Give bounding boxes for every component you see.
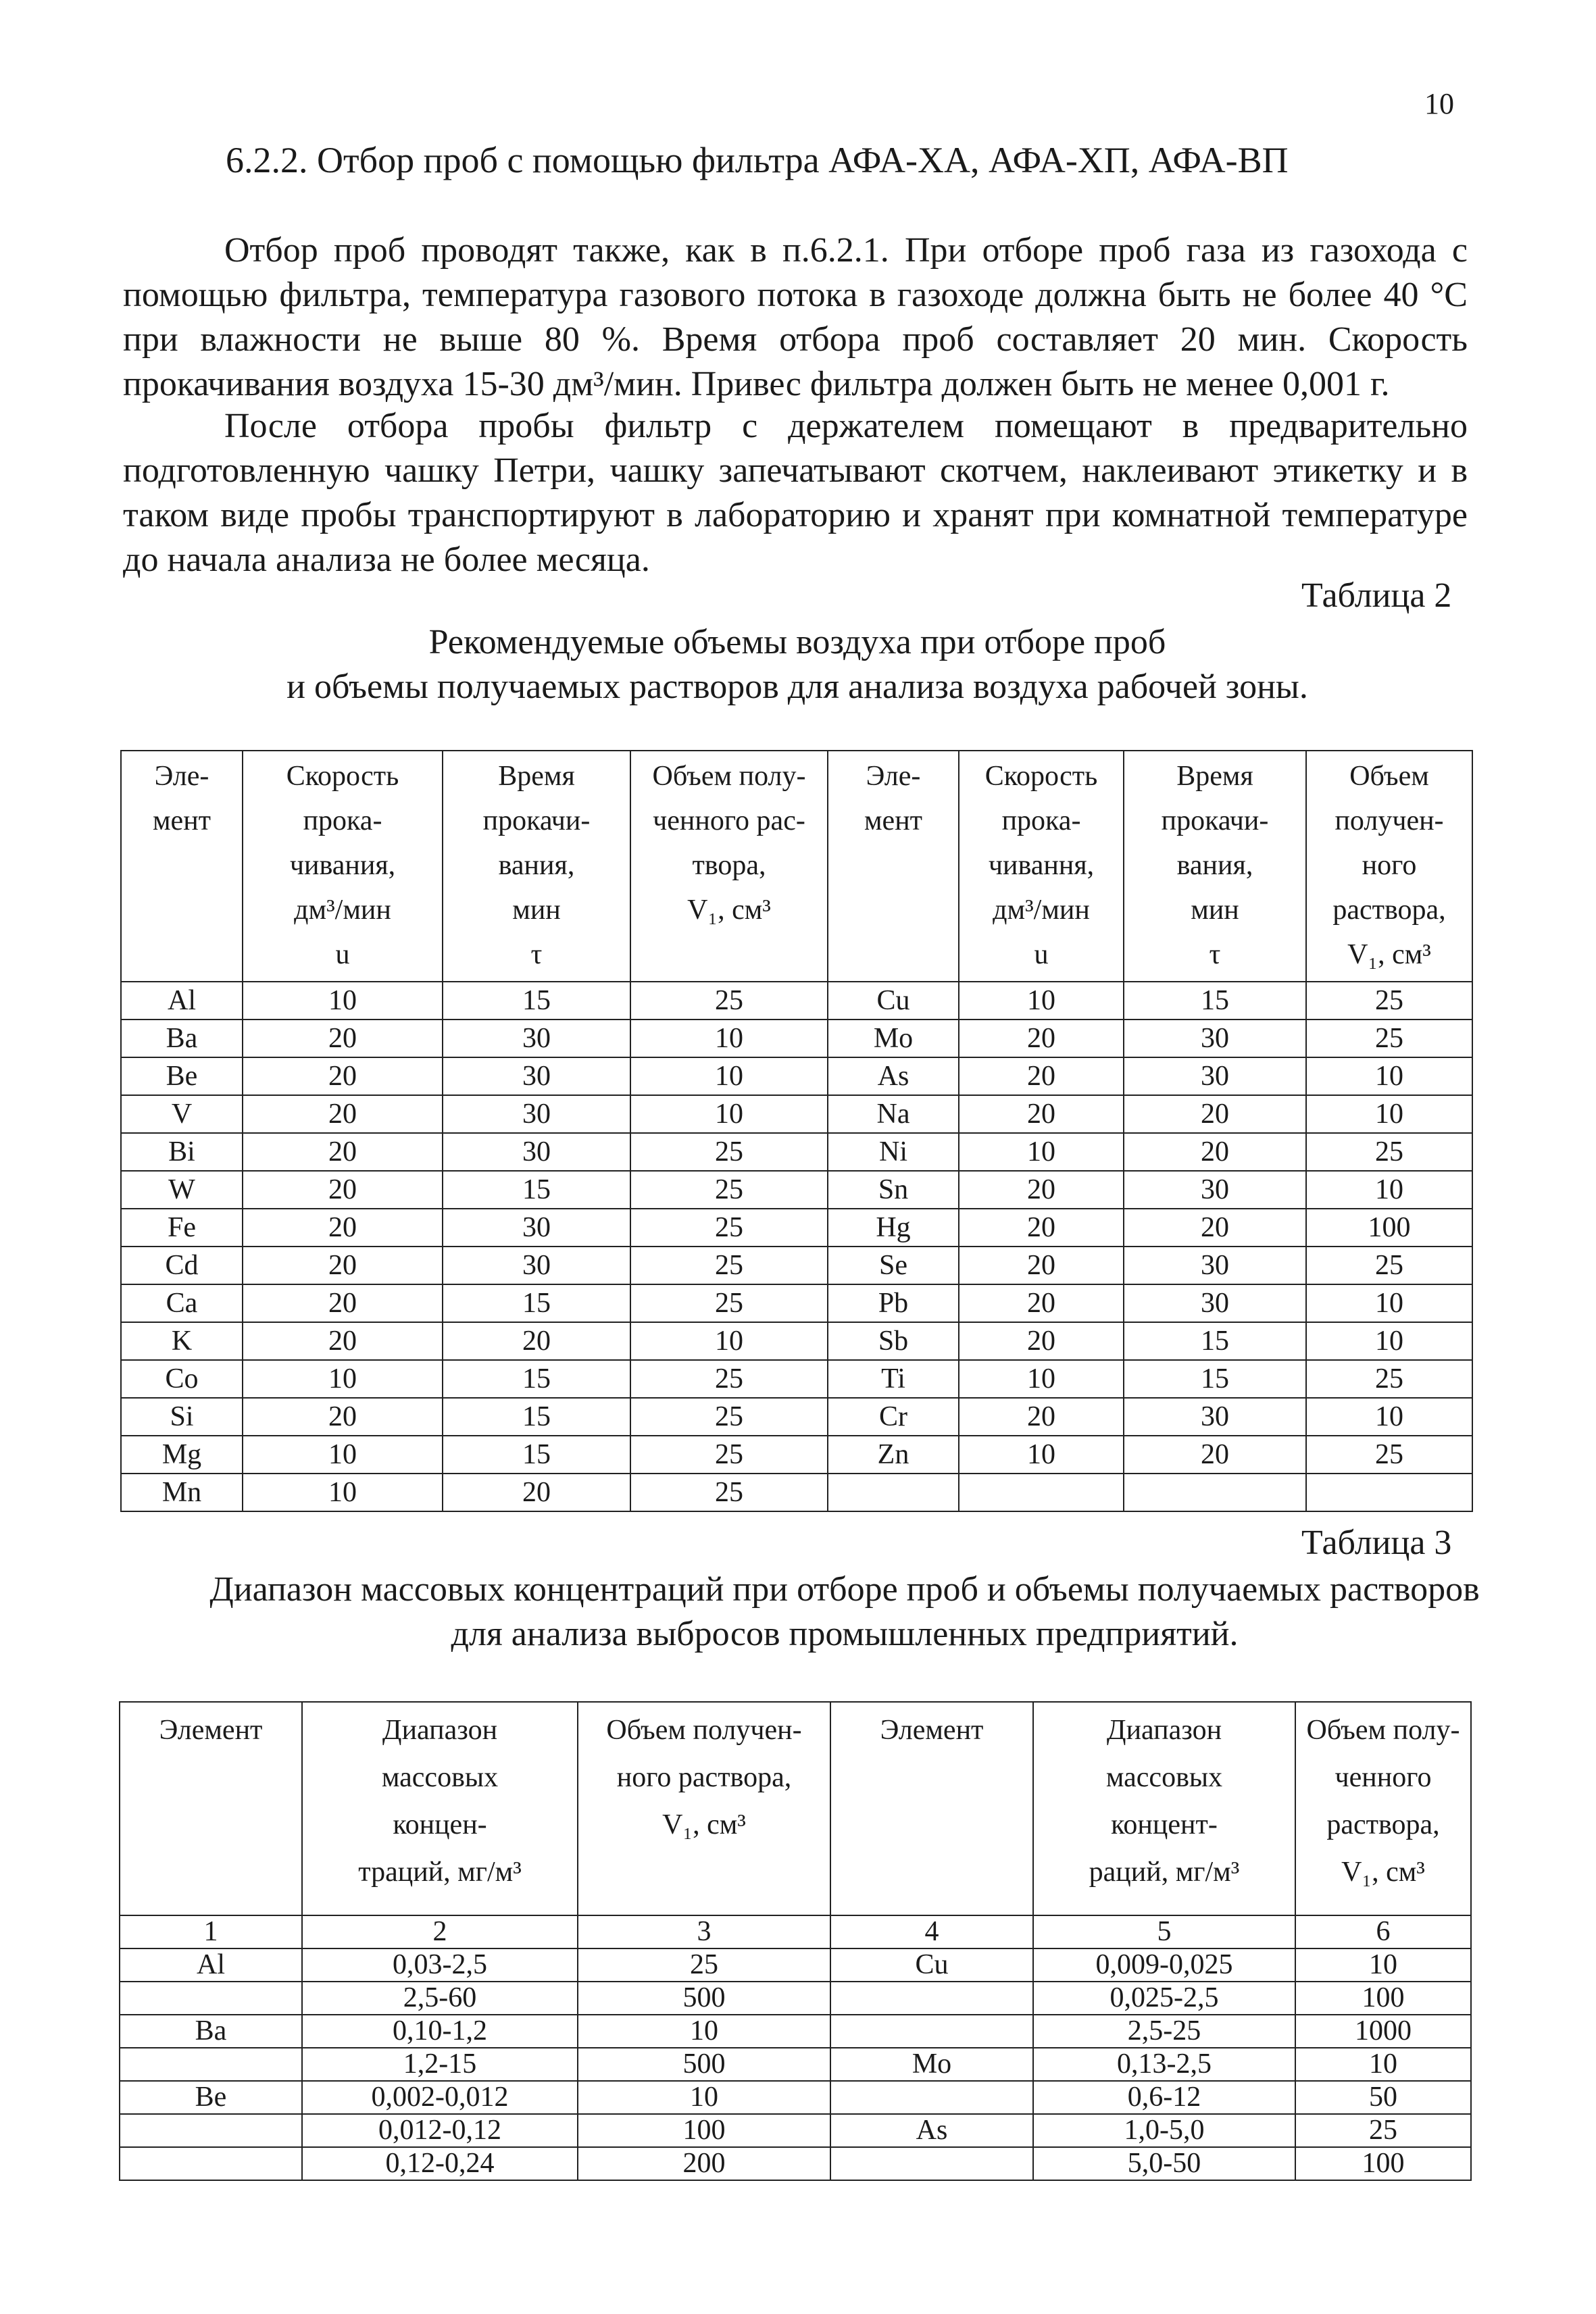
table-row xyxy=(121,1247,1472,1284)
table-cell: 15 xyxy=(443,1360,630,1398)
table-cell: 25 xyxy=(1295,2114,1471,2147)
table-cell: 20 xyxy=(959,1171,1124,1209)
table3-header-cell: Диапазон массовых концен- траций, мг/м³ xyxy=(302,1702,578,1915)
table-cell: 0,10-1,2 xyxy=(302,2015,578,2048)
table-cell: Hg xyxy=(828,1209,959,1247)
table-cell: 20 xyxy=(959,1057,1124,1095)
table2-header-row xyxy=(121,751,1472,982)
table-cell: 100 xyxy=(1295,2147,1471,2180)
table-cell: 10 xyxy=(1306,1284,1472,1322)
table-cell: 10 xyxy=(1306,1057,1472,1095)
table3-header-row xyxy=(120,1702,1471,1915)
column-number-cell: 1 xyxy=(120,1915,302,1948)
paragraph-2: После отбора пробы фильтр с держателем помещают в предварительно подготовленную чашку Петри, чашку запечатывают скотчем, наклеивают этикетку и в таком виде пробы транспортируют в лабораторию и хранят при комнатной температуре до начала анализа не более месяца. xyxy=(123,407,1468,579)
table-cell: 15 xyxy=(443,982,630,1020)
table-cell: 20 xyxy=(243,1133,443,1171)
table2-header-cell: Время прокачи- вания, мин τ xyxy=(443,751,630,982)
table-cell: Pb xyxy=(828,1284,959,1322)
table-cell: 0,012-0,12 xyxy=(302,2114,578,2147)
table-cell: 25 xyxy=(1306,1436,1472,1474)
table3-body xyxy=(120,1915,1471,2180)
table-cell: 500 xyxy=(578,2048,830,2081)
table-cell: 10 xyxy=(959,982,1124,1020)
table-cell: 20 xyxy=(959,1284,1124,1322)
table2-label: Таблица 2 xyxy=(1301,576,1452,615)
table-row xyxy=(121,1020,1472,1057)
table-cell: 50 xyxy=(1295,2081,1471,2114)
table-row xyxy=(121,1057,1472,1095)
table-cell: 10 xyxy=(1306,1322,1472,1360)
table-cell: 0,6-12 xyxy=(1033,2081,1295,2114)
table-cell: 20 xyxy=(959,1095,1124,1133)
table-cell: 25 xyxy=(630,1209,828,1247)
table-cell: Mg xyxy=(121,1436,243,1474)
table-cell: 0,03-2,5 xyxy=(302,1948,578,1982)
table-cell: 25 xyxy=(630,1247,828,1284)
table-cell: Be xyxy=(120,2081,302,2114)
table-cell: Ca xyxy=(121,1284,243,1322)
table-cell: 20 xyxy=(443,1474,630,1511)
table-cell xyxy=(120,2048,302,2081)
table-row xyxy=(120,2081,1471,2114)
table-cell: 10 xyxy=(959,1360,1124,1398)
table-cell: 15 xyxy=(443,1398,630,1436)
table-cell: 30 xyxy=(443,1057,630,1095)
table-cell: 10 xyxy=(1295,1948,1471,1982)
table-cell: 30 xyxy=(443,1133,630,1171)
table-cell: 20 xyxy=(243,1322,443,1360)
table-cell: As xyxy=(830,2114,1033,2147)
table-cell: 25 xyxy=(1306,1020,1472,1057)
paragraph-1: Отбор проб проводят также, как в п.6.2.1. При отборе проб газа из газохода с помощью фильтра, температура газового потока в газоходе должна быть не более 40 °С при влажности не выше 80 %. Время отбора проб составляет 20 мин. Скорость прокачивания воздуха 15-30 дм³/мин. Привес фильтра должен быть не менее 0,001 г. xyxy=(123,231,1468,403)
table-cell: 1,2-15 xyxy=(302,2048,578,2081)
table-cell: Sn xyxy=(828,1171,959,1209)
table-cell: V xyxy=(121,1095,243,1133)
table-cell: 10 xyxy=(630,1322,828,1360)
table-cell: 30 xyxy=(1124,1057,1306,1095)
table-cell: 25 xyxy=(1306,1360,1472,1398)
table-cell: 25 xyxy=(630,982,828,1020)
table-cell: 100 xyxy=(1295,1982,1471,2015)
table-cell: W xyxy=(121,1171,243,1209)
table-cell: Cu xyxy=(828,982,959,1020)
table-cell: 0,009-0,025 xyxy=(1033,1948,1295,1982)
table3-header-cell: Элемент xyxy=(830,1702,1033,1915)
table-cell: 20 xyxy=(243,1284,443,1322)
table-cell: Co xyxy=(121,1360,243,1398)
table-cell: 1,0-5,0 xyxy=(1033,2114,1295,2147)
table-cell: 10 xyxy=(1306,1171,1472,1209)
table-cell: 20 xyxy=(959,1322,1124,1360)
table-cell: 20 xyxy=(1124,1095,1306,1133)
table-cell: 30 xyxy=(443,1247,630,1284)
table-cell xyxy=(120,2114,302,2147)
table-cell: 20 xyxy=(959,1209,1124,1247)
table-cell: 200 xyxy=(578,2147,830,2180)
table-cell: 20 xyxy=(243,1057,443,1095)
table2-header-cell: Время прокачи- вания, мин τ xyxy=(1124,751,1306,982)
table-cell: 20 xyxy=(959,1247,1124,1284)
table-cell: Cu xyxy=(830,1948,1033,1982)
table-cell xyxy=(1306,1474,1472,1511)
table-cell: Be xyxy=(121,1057,243,1095)
table-cell: 20 xyxy=(243,1247,443,1284)
table-cell: 25 xyxy=(630,1360,828,1398)
table2-header-cell: Объем полу- ченного рас- твора, V₁, см³ xyxy=(630,751,828,982)
table-cell: K xyxy=(121,1322,243,1360)
table3 xyxy=(119,1701,1472,2181)
table-cell: 10 xyxy=(1306,1095,1472,1133)
table-cell: Sb xyxy=(828,1322,959,1360)
table2-header-cell: Эле- мент xyxy=(121,751,243,982)
table-cell: Cr xyxy=(828,1398,959,1436)
table-cell: 25 xyxy=(630,1436,828,1474)
table-row xyxy=(120,1948,1471,1982)
table-cell: 15 xyxy=(443,1171,630,1209)
table3-header-cell: Объем полу- ченного раствора, V₁, см³ xyxy=(1295,1702,1471,1915)
table-cell: 20 xyxy=(959,1020,1124,1057)
table-cell: 15 xyxy=(1124,1360,1306,1398)
table-cell: 25 xyxy=(630,1171,828,1209)
table2-body xyxy=(121,982,1472,1511)
table2-header-cell: Эле- мент xyxy=(828,751,959,982)
table-cell: 30 xyxy=(1124,1284,1306,1322)
column-number-cell: 4 xyxy=(830,1915,1033,1948)
table-cell: 20 xyxy=(1124,1209,1306,1247)
table2-caption: Рекомендуемые объемы воздуха при отборе проб и объемы получаемых растворов для анализа воздуха рабочей зоны. xyxy=(286,623,1308,706)
table-cell: 25 xyxy=(630,1398,828,1436)
table-cell xyxy=(1124,1474,1306,1511)
table-cell xyxy=(120,2147,302,2180)
table-cell: 10 xyxy=(578,2015,830,2048)
table-cell: 20 xyxy=(243,1020,443,1057)
table-cell xyxy=(830,2015,1033,2048)
table-row xyxy=(121,1284,1472,1322)
table-row xyxy=(121,1171,1472,1209)
table-cell: Al xyxy=(121,982,243,1020)
table-cell: 10 xyxy=(1295,2048,1471,2081)
table-row xyxy=(121,1209,1472,1247)
table-cell: Mo xyxy=(830,2048,1033,2081)
table-cell: 20 xyxy=(243,1398,443,1436)
table-cell: 10 xyxy=(630,1095,828,1133)
table-cell: Ba xyxy=(121,1020,243,1057)
table-cell: 20 xyxy=(243,1171,443,1209)
table-row xyxy=(120,2048,1471,2081)
table-cell: 20 xyxy=(1124,1133,1306,1171)
table-cell: 15 xyxy=(1124,982,1306,1020)
table3-header-cell: Элемент xyxy=(120,1702,302,1915)
table-cell: 500 xyxy=(578,1982,830,2015)
page-number: 10 xyxy=(1424,87,1454,120)
table-cell: 30 xyxy=(443,1095,630,1133)
table-cell: 25 xyxy=(630,1474,828,1511)
table-cell: 20 xyxy=(1124,1436,1306,1474)
table-cell xyxy=(120,1982,302,2015)
table-cell: Na xyxy=(828,1095,959,1133)
table-row xyxy=(121,1436,1472,1474)
table-cell: 0,025-2,5 xyxy=(1033,1982,1295,2015)
table-row xyxy=(120,2015,1471,2048)
table-cell: 10 xyxy=(959,1133,1124,1171)
table-cell: 10 xyxy=(630,1057,828,1095)
table-cell: 10 xyxy=(243,1436,443,1474)
table-cell: 25 xyxy=(1306,1247,1472,1284)
table-cell: 30 xyxy=(1124,1247,1306,1284)
section-heading: 6.2.2. Отбор проб с помощью фильтра АФА-ХА, АФА-ХП, АФА-ВП xyxy=(226,140,1289,180)
table-row xyxy=(121,1133,1472,1171)
column-number-cell: 5 xyxy=(1033,1915,1295,1948)
table-cell: 25 xyxy=(630,1284,828,1322)
table-cell: Bi xyxy=(121,1133,243,1171)
table2-header-cell: Скорость прока- чивання, дм³/мин u xyxy=(959,751,1124,982)
table-cell: Mo xyxy=(828,1020,959,1057)
table-cell: 30 xyxy=(443,1020,630,1057)
table-cell: Mn xyxy=(121,1474,243,1511)
table-cell xyxy=(830,2147,1033,2180)
table-cell xyxy=(828,1474,959,1511)
table-row xyxy=(121,1322,1472,1360)
table-cell: 30 xyxy=(1124,1398,1306,1436)
table-row xyxy=(120,1982,1471,2015)
table-cell: 1000 xyxy=(1295,2015,1471,2048)
table-row xyxy=(120,2114,1471,2147)
table-cell: 0,002-0,012 xyxy=(302,2081,578,2114)
table3-label: Таблица 3 xyxy=(1301,1524,1452,1562)
table-cell: 30 xyxy=(1124,1020,1306,1057)
table-cell: 20 xyxy=(243,1209,443,1247)
table-cell: 10 xyxy=(243,1360,443,1398)
table-cell: 10 xyxy=(959,1436,1124,1474)
table-row xyxy=(121,1398,1472,1436)
table3-header-cell: Диапазон массовых концент- раций, мг/м³ xyxy=(1033,1702,1295,1915)
table-row xyxy=(120,2147,1471,2180)
table-cell: 5,0-50 xyxy=(1033,2147,1295,2180)
table-cell xyxy=(959,1474,1124,1511)
table-row xyxy=(121,982,1472,1020)
table-cell: 20 xyxy=(443,1322,630,1360)
table-row xyxy=(121,1360,1472,1398)
table3-caption: Диапазон массовых концентраций при отборе проб и объемы получаемых растворов для анализа выбросов промышленных предприятий. xyxy=(209,1570,1480,1653)
table-cell: Al xyxy=(120,1948,302,1982)
table2-header-cell: Скорость прока- чивания, дм³/мин u xyxy=(243,751,443,982)
table-cell: Cd xyxy=(121,1247,243,1284)
table-cell: 0,12-0,24 xyxy=(302,2147,578,2180)
column-number-cell: 3 xyxy=(578,1915,830,1948)
table3-header-cell: Объем получен- ного раствора, V₁, см³ xyxy=(578,1702,830,1915)
table-cell: 2,5-25 xyxy=(1033,2015,1295,2048)
table-cell: Ba xyxy=(120,2015,302,2048)
table-cell: 2,5-60 xyxy=(302,1982,578,2015)
table-cell: 15 xyxy=(1124,1322,1306,1360)
table-cell: 15 xyxy=(443,1436,630,1474)
column-number-cell: 2 xyxy=(302,1915,578,1948)
table-cell: Zn xyxy=(828,1436,959,1474)
table-cell: 10 xyxy=(243,982,443,1020)
table-cell: 30 xyxy=(443,1209,630,1247)
table-column-numbers-row xyxy=(120,1915,1471,1948)
table-cell: Ni xyxy=(828,1133,959,1171)
table2 xyxy=(120,750,1473,1512)
table-cell: 10 xyxy=(243,1474,443,1511)
table-cell: 25 xyxy=(578,1948,830,1982)
table-cell: 20 xyxy=(243,1095,443,1133)
table-cell: Se xyxy=(828,1247,959,1284)
table-cell xyxy=(830,1982,1033,2015)
table-cell: 25 xyxy=(1306,1133,1472,1171)
table-cell: 100 xyxy=(578,2114,830,2147)
table-cell: 10 xyxy=(578,2081,830,2114)
table-row xyxy=(121,1095,1472,1133)
table-cell: 25 xyxy=(1306,982,1472,1020)
table-row xyxy=(121,1474,1472,1511)
table-cell: Si xyxy=(121,1398,243,1436)
table-cell: 30 xyxy=(1124,1171,1306,1209)
table-cell: 100 xyxy=(1306,1209,1472,1247)
table-cell: Fe xyxy=(121,1209,243,1247)
table2-header-cell: Объем получен- ного раствора, V₁, см³ xyxy=(1306,751,1472,982)
table-cell: 0,13-2,5 xyxy=(1033,2048,1295,2081)
table-cell: 20 xyxy=(959,1398,1124,1436)
table-cell: Ti xyxy=(828,1360,959,1398)
table-cell: 15 xyxy=(443,1284,630,1322)
table-cell: 10 xyxy=(630,1020,828,1057)
table-cell: 10 xyxy=(1306,1398,1472,1436)
table-cell xyxy=(830,2081,1033,2114)
column-number-cell: 6 xyxy=(1295,1915,1471,1948)
table-cell: As xyxy=(828,1057,959,1095)
table-cell: 25 xyxy=(630,1133,828,1171)
